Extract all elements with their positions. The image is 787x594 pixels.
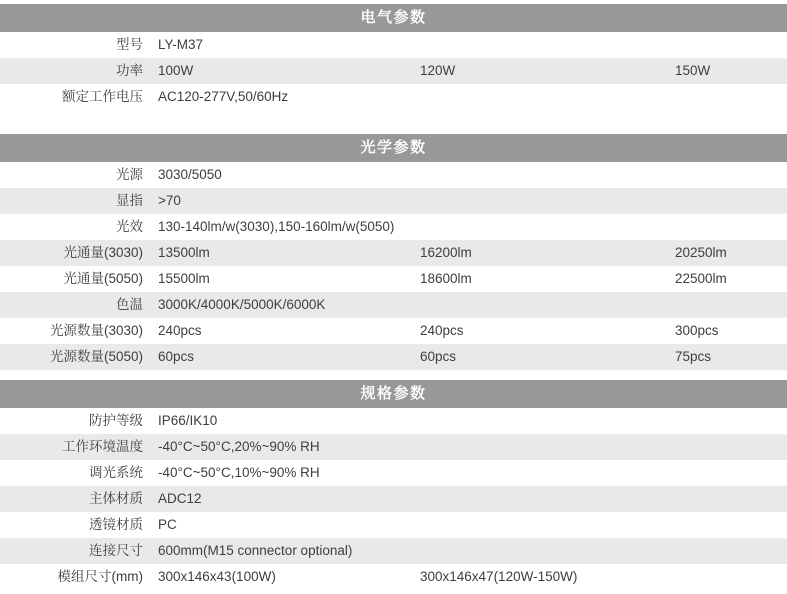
row-value-1: AC120-277V,50/60Hz (158, 89, 289, 104)
row-value-1: ADC12 (158, 491, 202, 506)
row-value-1: 3030/5050 (158, 167, 222, 182)
row-label: 光通量(3030) (63, 245, 143, 260)
row-label: 型号 (116, 37, 143, 52)
section-title: 规格参数 (0, 380, 787, 408)
row-value-3: 300pcs (675, 323, 719, 338)
row-label: 工作环境温度 (62, 439, 143, 454)
row-label: 模组尺寸(mm) (57, 569, 143, 584)
row-value-1: 13500lm (158, 245, 210, 260)
row-value-3 (667, 188, 787, 214)
row-label: 光源数量(3030) (49, 323, 143, 338)
table-row (0, 32, 787, 58)
table-row (0, 512, 787, 538)
row-label: 调光系统 (89, 465, 143, 480)
table-row (0, 344, 787, 370)
row-value-1: 60pcs (158, 349, 195, 364)
row-value-2 (412, 292, 667, 318)
row-value-3 (667, 486, 787, 512)
row-value-3 (667, 292, 787, 318)
row-value-2: 240pcs (420, 323, 464, 338)
row-value-3 (667, 32, 787, 58)
row-value-2 (412, 460, 667, 486)
table-row (0, 486, 787, 512)
row-value-2: 16200lm (420, 245, 472, 260)
table-row (0, 564, 787, 590)
spec-section-electrical-parameters (0, 4, 787, 110)
row-label: 额定工作电压 (62, 89, 143, 104)
table-row (0, 240, 787, 266)
row-value-1: PC (158, 517, 177, 532)
row-label: 光源 (116, 167, 143, 182)
row-value-2 (412, 434, 667, 460)
row-value-1: 130-140lm/w(3030),150-160lm/w(5050) (158, 219, 395, 234)
row-label: 显指 (116, 193, 143, 208)
row-label: 光源数量(5050) (49, 349, 143, 364)
row-value-3: 20250lm (675, 245, 727, 260)
row-value-1: LY-M37 (158, 37, 204, 52)
spec-section-specification-parameters (0, 380, 787, 590)
table-row (0, 84, 787, 110)
row-value-2 (412, 214, 667, 240)
row-value-3: 22500lm (675, 271, 727, 286)
row-label: 色温 (116, 297, 143, 312)
table-row (0, 214, 787, 240)
row-value-2: 300x146x47(120W-150W) (420, 569, 578, 584)
row-value-1: 3000K/4000K/5000K/6000K (158, 297, 326, 312)
row-value-2 (412, 538, 667, 564)
table-row (0, 162, 787, 188)
row-label: 连接尺寸 (89, 543, 143, 558)
table-row (0, 460, 787, 486)
row-value-3: 150W (675, 63, 711, 78)
row-value-1: 15500lm (158, 271, 210, 286)
row-value-3 (667, 512, 787, 538)
row-value-2: 18600lm (420, 271, 472, 286)
row-value-3 (667, 538, 787, 564)
row-value-3 (667, 162, 787, 188)
row-value-3 (667, 408, 787, 434)
row-label: 主体材质 (89, 491, 143, 506)
row-value-3 (667, 434, 787, 460)
row-value-3 (667, 460, 787, 486)
row-value-3: 75pcs (675, 349, 712, 364)
row-value-1: 240pcs (158, 323, 202, 338)
row-value-1: IP66/IK10 (158, 413, 218, 428)
table-row (0, 318, 787, 344)
row-value-2: 120W (420, 63, 456, 78)
table-row (0, 266, 787, 292)
row-value-2 (412, 408, 667, 434)
row-value-2 (412, 84, 667, 110)
row-label: 防护等级 (89, 413, 143, 428)
table-row (0, 408, 787, 434)
row-value-2: 60pcs (420, 349, 457, 364)
row-value-2 (412, 162, 667, 188)
row-label: 透镜材质 (89, 517, 143, 532)
row-value-1: -40°C~50°C,20%~90% RH (158, 439, 320, 454)
section-title: 电气参数 (0, 4, 787, 32)
row-label: 光效 (116, 219, 143, 234)
row-value-3 (667, 84, 787, 110)
row-value-1: -40°C~50°C,10%~90% RH (158, 465, 320, 480)
row-value-2 (412, 188, 667, 214)
table-row (0, 434, 787, 460)
row-value-2 (412, 32, 667, 58)
row-value-2 (412, 486, 667, 512)
table-row (0, 58, 787, 84)
section-title: 光学参数 (0, 134, 787, 162)
row-label: 光通量(5050) (63, 271, 143, 286)
row-value-1: 300x146x43(100W) (158, 569, 276, 584)
table-row (0, 292, 787, 318)
row-value-3 (667, 564, 787, 590)
spec-section-optical-parameters (0, 134, 787, 370)
table-row (0, 188, 787, 214)
row-value-1: 100W (158, 63, 194, 78)
table-row (0, 538, 787, 564)
row-value-2 (412, 512, 667, 538)
row-value-1: 600mm(M15 connector optional) (158, 543, 353, 558)
row-label: 功率 (116, 63, 143, 78)
row-value-1: >70 (158, 193, 181, 208)
row-value-3 (667, 214, 787, 240)
